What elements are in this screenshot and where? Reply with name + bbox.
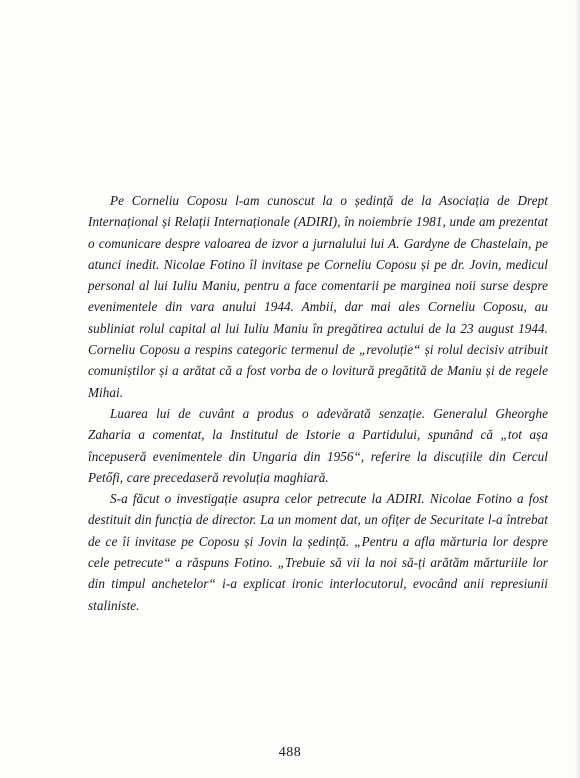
- page-edge-shadow: [575, 0, 580, 778]
- paragraph-investigation: S-a făcut o investigație asupra celor petrecute la ADIRI. Nicolae Fotino a fost destituit din funcția de director. La un moment dat, un ofițer de Securitate l-a întrebat de ce îi invitase pe Coposu și Jovin la ședință. „Pentru a afla mărturia lor despre cele petrecute“ a răspuns Fotino. „Trebuie să vii la noi să-ți arătăm mărturiile lor din timpul anchetelor“ i-a explicat ironic interlocutorul, evocând anii represiunii staliniste.: [88, 491, 548, 613]
- page-number: 488: [278, 745, 302, 760]
- paragraph-reaction: Luarea lui de cuvânt a produs o adevărată senzație. Generalul Gheorghe Zaharia a comentat, la Institutul de Istorie a Partidului, spunând că „tot așa începuseră evenimentele din Ungaria din 1956“, referire la discuțiile din Cercul Petőfi, care precedaseră revoluția maghiară.: [88, 405, 548, 485]
- body-text: [88, 190, 548, 616]
- paragraph-adiri-meeting: Pe Corneliu Coposu l-am cunoscut la o ședință de la Asociația de Drept Internațional și Relații Internaționale (ADIRI), în noiembrie 1981, unde am prezentat o comunicare despre valoarea de izvor a jurnalului lui A. Gardyne de Chastelain, pe atunci inedit. Nicolae Fotino îl invitase pe Corneliu Coposu și pe dr. Jovin, medicul personal al lui Iuliu Maniu, pentru a face comentarii pe marginea noii surse despre evenimentele din vara anului 1944. Ambii, dar mai ales Corneliu Coposu, au subliniat rolul capital al lui Iuliu Maniu în pregătirea actului de la 23 august 1944. Corneliu Coposu a respins categoric termenul de „revoluție“ și rolul decisiv atribuit comuniștilor și a arătat că a fost vorba de o lovitură pregătită de Maniu și de regele Mihai.: [88, 193, 548, 400]
